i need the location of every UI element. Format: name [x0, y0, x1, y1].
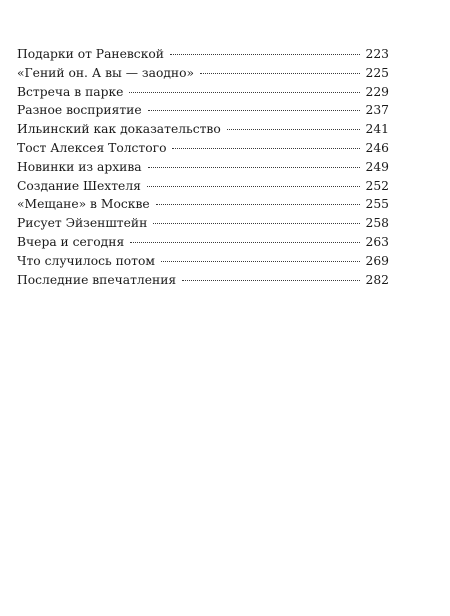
dot-leader [130, 242, 360, 243]
dot-leader [227, 129, 360, 130]
toc-entry-title: Новинки из архива [17, 159, 142, 174]
toc-entry-page: 241 [365, 122, 389, 137]
toc-entry-page: 258 [365, 216, 389, 231]
toc-entry-page: 269 [365, 253, 389, 268]
dot-leader [129, 92, 360, 93]
dot-leader [182, 280, 360, 281]
toc-entry-title: Ильинский как доказательство [17, 122, 221, 137]
toc-entry-page: 249 [365, 159, 389, 174]
toc-entry [17, 271, 389, 290]
toc-entry-title: Последние впечатления [17, 272, 177, 287]
toc-entry-page: 246 [365, 140, 389, 155]
toc-entry [17, 64, 389, 83]
dot-leader [147, 186, 360, 187]
toc-entry-page: 229 [365, 84, 389, 99]
toc-entry-title: Рисует Эйзенштейн [17, 216, 148, 231]
toc-entry [17, 195, 389, 214]
dot-leader [156, 204, 360, 205]
toc-entry-title: Тост Алексея Толстого [17, 140, 167, 155]
toc-entry [17, 120, 389, 139]
dot-leader [172, 148, 360, 149]
toc-entry-page: 252 [365, 178, 389, 193]
toc-entry-title: Разное восприятие [17, 103, 142, 118]
dot-leader [148, 110, 360, 111]
dot-leader [148, 167, 360, 168]
toc-entry [17, 45, 389, 64]
dot-leader [200, 73, 360, 74]
toc-entry [17, 139, 389, 158]
toc-entry [17, 233, 389, 252]
toc-entry-title: Что случилось потом [17, 253, 155, 268]
toc-entry-page: 237 [365, 103, 389, 118]
toc-entry-title: «Мещане» в Москве [17, 197, 150, 212]
toc-entry-page: 282 [365, 272, 389, 287]
dot-leader [170, 54, 360, 55]
toc-entry [17, 101, 389, 120]
dot-leader [153, 223, 360, 224]
toc-entry-page: 225 [365, 65, 389, 80]
toc-entry-page: 263 [365, 234, 389, 249]
toc-entry-title: Подарки от Раневской [17, 47, 164, 61]
toc-entry [17, 177, 389, 196]
toc-entry [17, 252, 389, 271]
toc-entry-page: 223 [365, 47, 389, 61]
toc-entry-page: 255 [365, 197, 389, 212]
toc-entry-title: Создание Шехтеля [17, 178, 141, 193]
table-of-contents [17, 45, 389, 289]
toc-entry [17, 83, 389, 102]
toc-entry-title: «Гений он. А вы — заодно» [17, 65, 195, 80]
dot-leader [161, 261, 360, 262]
toc-entry-title: Вчера и сегодня [17, 234, 125, 249]
toc-entry [17, 158, 389, 177]
toc-entry-title: Встреча в парке [17, 84, 124, 99]
toc-entry [17, 214, 389, 233]
